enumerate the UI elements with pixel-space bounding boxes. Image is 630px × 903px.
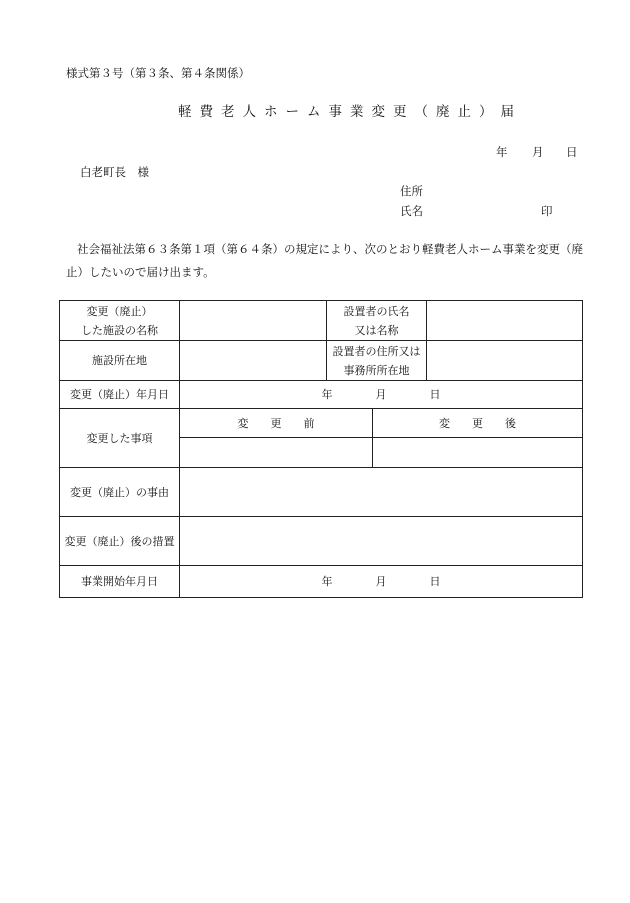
seal-mark: 印 [541,204,553,218]
after-field[interactable] [373,438,583,468]
reason-field[interactable] [180,468,583,517]
year-label: 年 [321,575,333,588]
operator-name-label: 設置者の氏名 又は名称 [327,301,427,341]
measures-field[interactable] [180,517,583,566]
changed-items-label: 変更した事項 [60,409,180,468]
measures-label: 変更（廃止）後の措置 [60,517,180,566]
facility-name-label: 変更（廃止） した施設の名称 [60,301,180,341]
operator-name-field[interactable] [427,301,583,341]
operator-address-field[interactable] [427,341,583,381]
change-date-label: 変更（廃止）年月日 [60,381,180,409]
year-label: 年 [321,388,333,401]
reason-label: 変更（廃止）の事由 [60,468,180,517]
form-number: 様式第３号（第３条、第４条関係） [66,66,250,80]
addressee: 白老町長 様 [80,165,149,179]
date-month-label: 月 [532,145,544,159]
start-date-label: 事業開始年月日 [60,566,180,598]
after-header: 変 更 後 [373,409,583,438]
start-date-field[interactable] [180,566,583,598]
facility-location-label: 施設所在地 [60,341,180,381]
day-label: 日 [429,388,441,401]
address-label: 住所 [400,184,423,198]
date-year-label: 年 [496,145,508,159]
before-header: 変 更 前 [180,409,373,438]
operator-address-label: 設置者の住所又は 事務所所在地 [327,341,427,381]
month-label: 月 [375,388,387,401]
name-label: 氏名 [400,204,423,218]
date-day-label: 日 [566,145,578,159]
facility-location-field[interactable] [180,341,327,381]
facility-name-field[interactable] [180,301,327,341]
page-title: 軽費老人ホーム事業変更（廃止）届 [178,104,522,120]
day-label: 日 [429,575,441,588]
body-text: 社会福祉法第６３条第１項（第６４条）の規定により、次のとおり軽費老人ホーム事業を変更（廃止）したいので届け出ます。 [66,242,583,279]
notification-form-table [59,300,583,598]
change-date-field[interactable] [180,381,583,409]
before-field[interactable] [180,438,373,468]
month-label: 月 [375,575,387,588]
